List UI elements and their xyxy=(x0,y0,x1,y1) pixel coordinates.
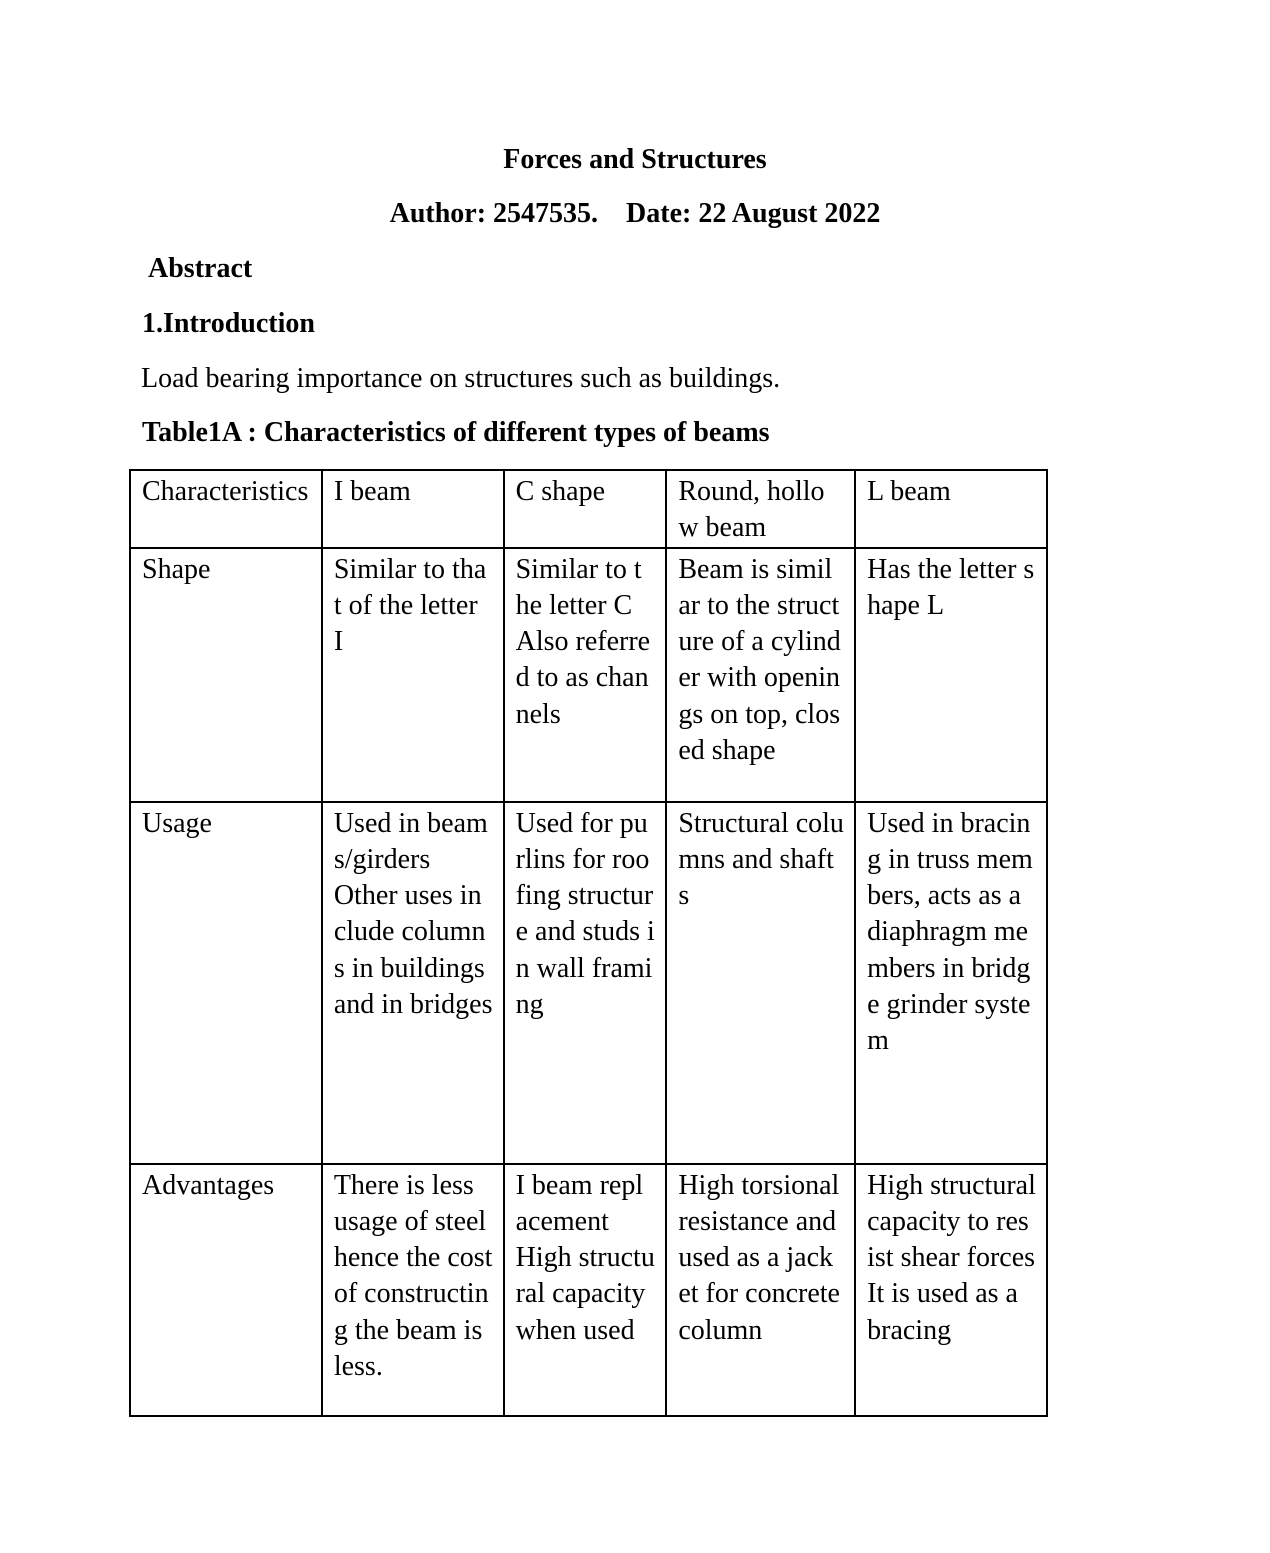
cell-text: I beam replacement High structural capacity when used xyxy=(515,1169,655,1346)
header-cell-text: Characteristics xyxy=(142,476,309,507)
row-label: Advantages xyxy=(142,1169,275,1201)
table-cell xyxy=(666,548,855,802)
table-row-advantages xyxy=(130,1164,1047,1416)
abstract-heading: Abstract xyxy=(148,253,253,284)
row-label-cell xyxy=(130,548,322,802)
header-cell-c-shape xyxy=(504,470,667,548)
cell-clip xyxy=(516,1168,656,1415)
table-cell xyxy=(322,548,504,802)
cell-clip xyxy=(142,1168,311,1415)
header-cell-characteristics xyxy=(130,470,322,548)
document-title: Forces and Structures xyxy=(503,144,767,175)
table-cell xyxy=(504,802,667,1164)
header-cell-text: L beam xyxy=(867,476,951,507)
cell-text: Beam is similar to the structure of a cylinder with openings on top, closed shape xyxy=(678,553,841,767)
header-cell-text: C shape xyxy=(515,476,606,507)
cell-text: There is less usage of steel hence the cost of constructing the beam is less. xyxy=(333,1169,500,1383)
author-date-line: Author: 2547535. Date: 22 August 2022 xyxy=(389,198,881,229)
cell-text: Has the letter shape L xyxy=(867,553,1035,621)
cell-clip xyxy=(678,1168,847,1415)
table-cell xyxy=(322,1164,504,1416)
header-cell-i-beam xyxy=(322,470,504,548)
cell-text: Similar to that of the letter I xyxy=(333,553,487,658)
table-cell xyxy=(504,1164,667,1416)
cell-text: High torsional resistance and used as a jacket for concrete column xyxy=(678,1169,847,1346)
header-cell-text: Round, hollow beam xyxy=(678,476,825,544)
row-label: Usage xyxy=(142,807,212,839)
row-label: Shape xyxy=(142,553,211,585)
beam-characteristics-table xyxy=(129,469,1048,1417)
table-cell xyxy=(855,802,1047,1164)
cell-clip xyxy=(867,1168,1036,1415)
table-caption: Table1A : Characteristics of different types of beams xyxy=(142,417,770,448)
table-cell xyxy=(322,802,504,1164)
table-row-shape xyxy=(130,548,1047,802)
row-label-cell xyxy=(130,802,322,1164)
cell-text: Used in beams/girders Other uses include columns in buildings and in bridges xyxy=(333,807,493,1021)
introduction-text: Load bearing importance on structures such as buildings. xyxy=(141,363,781,394)
table-cell xyxy=(666,802,855,1164)
table-cell xyxy=(504,548,667,802)
table-cell xyxy=(855,548,1047,802)
header-cell-text: I beam xyxy=(333,476,411,507)
cell-text: Used in bracing in truss members, acts as a diaphragm members in bridge grinder system xyxy=(867,807,1033,1057)
cell-text: Structural columns and shafts xyxy=(678,807,844,912)
cell-clip xyxy=(333,1168,500,1415)
cell-text: High structural capacity to resist shear forces It is used as a bracing xyxy=(867,1169,1036,1346)
introduction-heading: 1.Introduction xyxy=(142,308,315,339)
cell-text: Similar to the letter C Also referred to as channels xyxy=(515,553,651,730)
table-cell xyxy=(855,1164,1047,1416)
table-row-usage xyxy=(130,802,1047,1164)
table-header-row xyxy=(130,470,1047,548)
header-cell-l-beam xyxy=(855,470,1047,548)
cell-text: Used for purlins for roofing structure and studs in wall framing xyxy=(515,807,655,1021)
table-cell xyxy=(666,1164,855,1416)
header-cell-round-hollow-beam xyxy=(666,470,855,548)
row-label-cell xyxy=(130,1164,322,1416)
